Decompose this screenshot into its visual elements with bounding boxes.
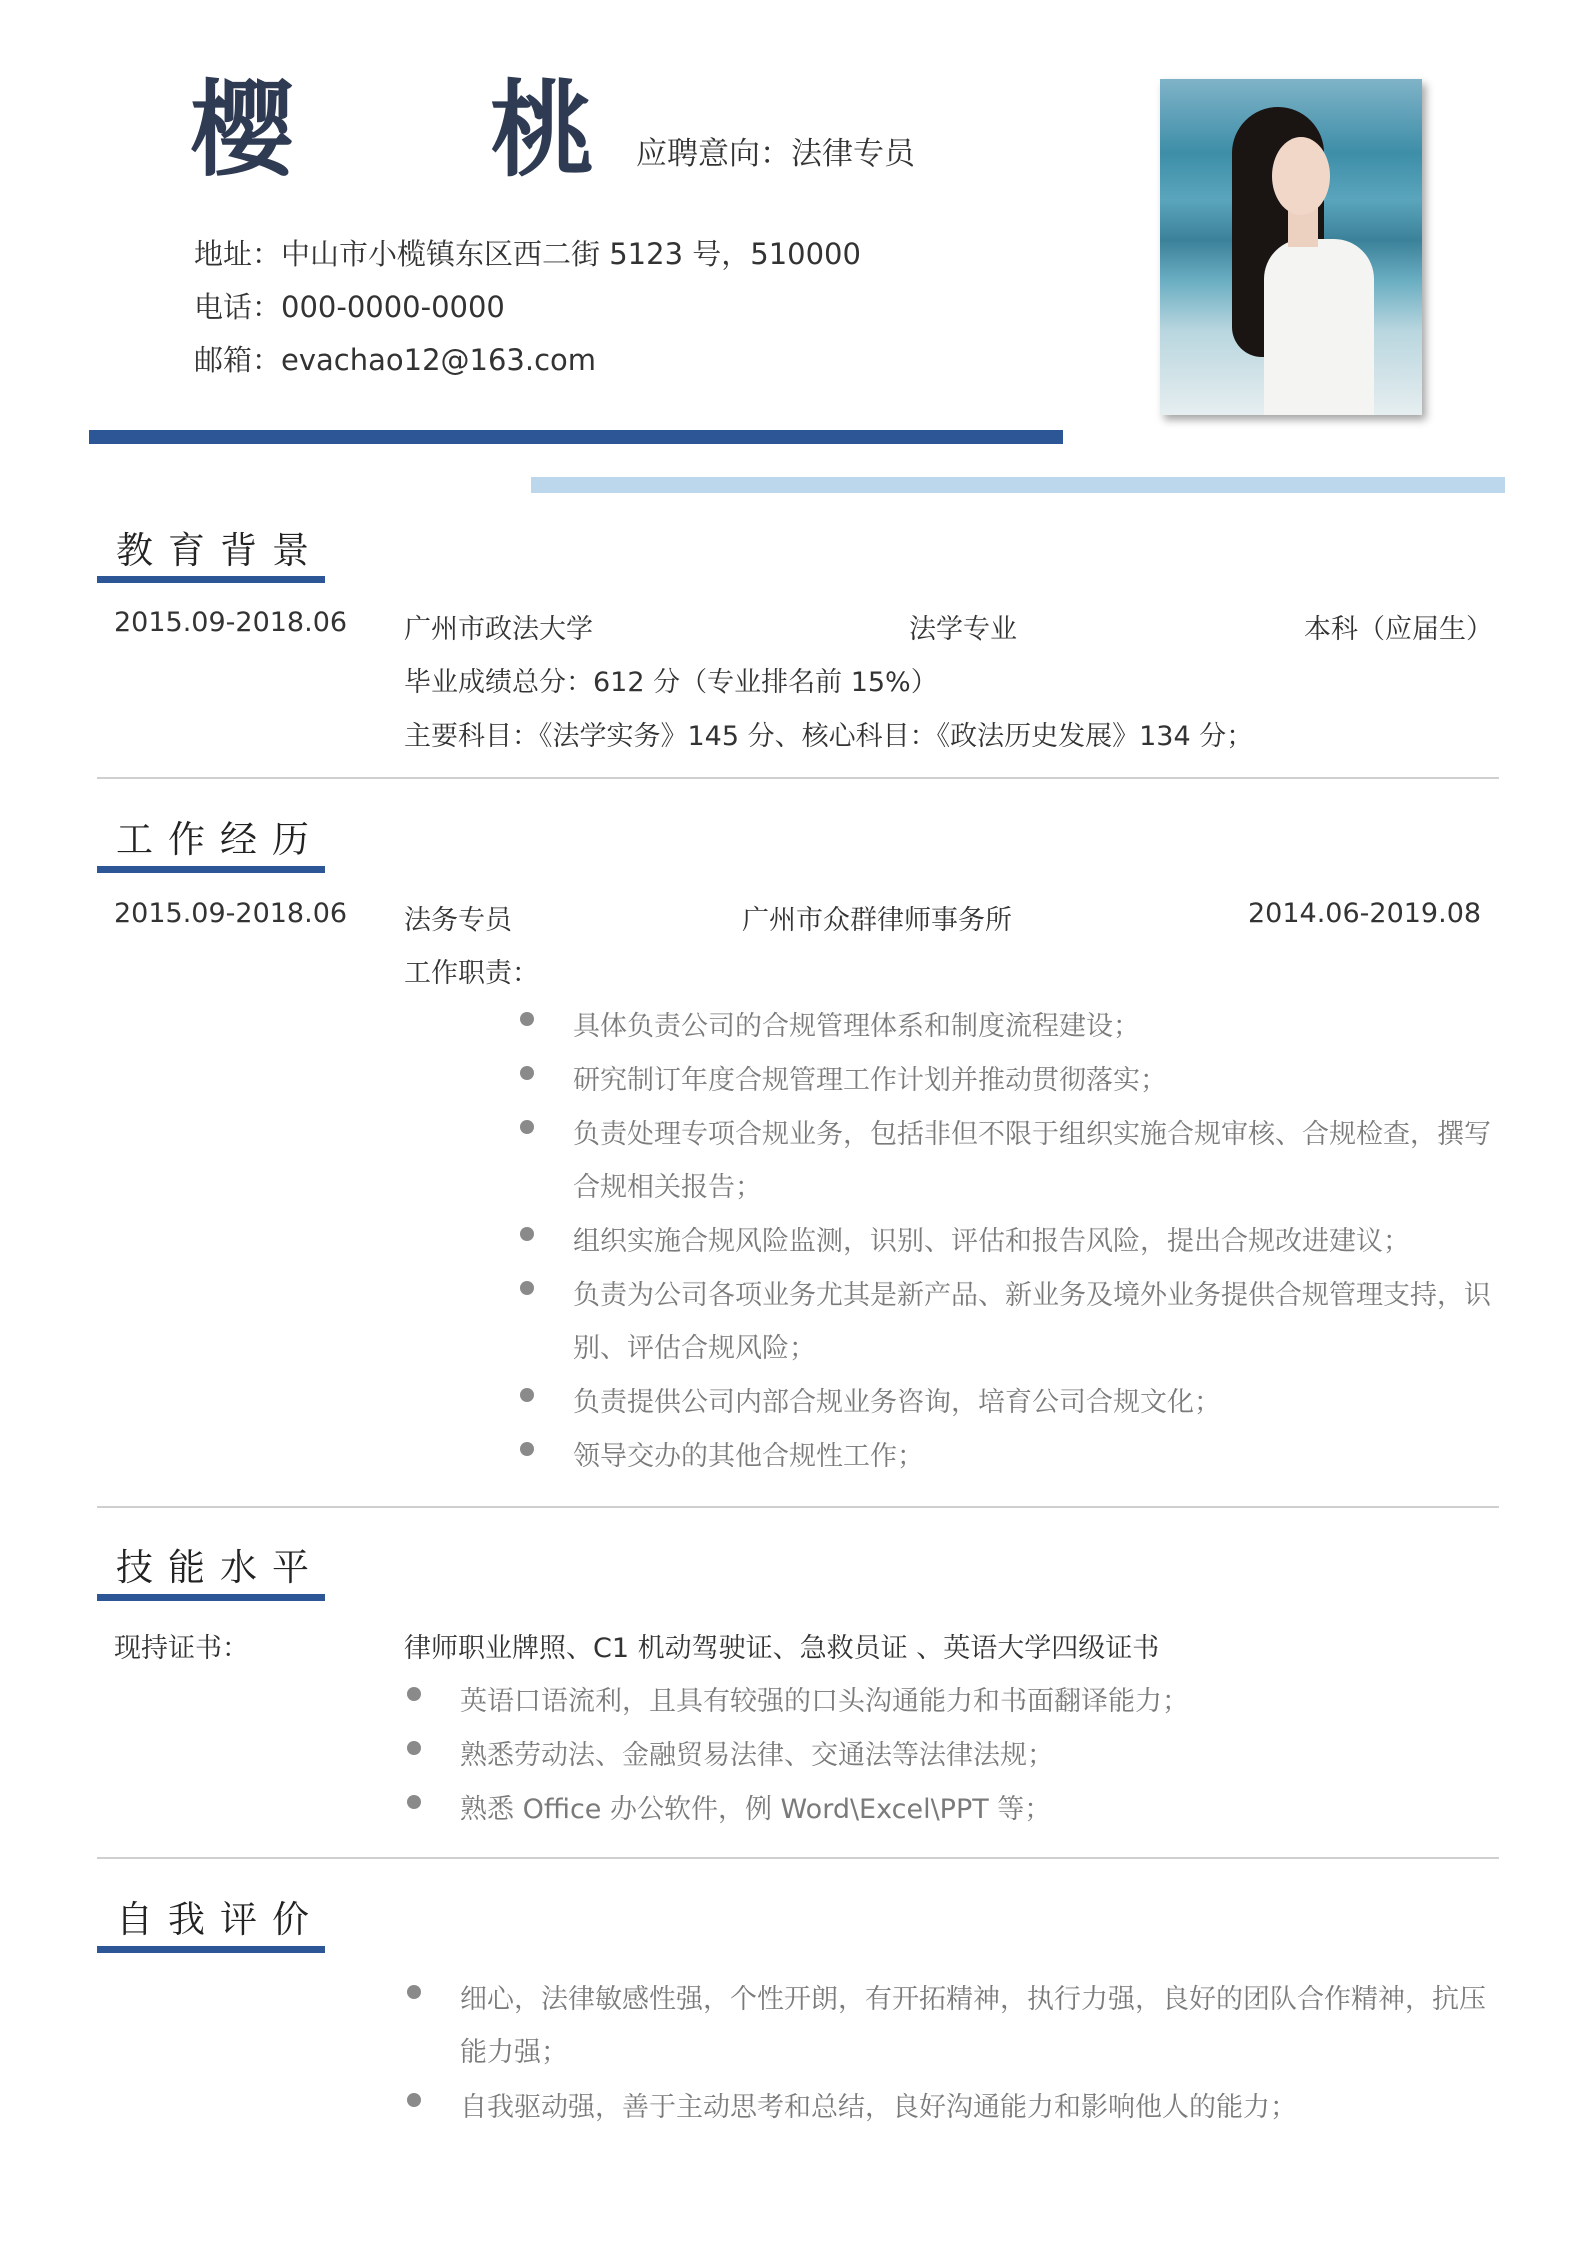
- work-duty: 负责提供公司内部合规业务咨询，培育公司合规文化；: [573, 1387, 1221, 1418]
- bullet-dot: [520, 1442, 534, 1456]
- bullet-dot: [407, 2093, 421, 2107]
- education-title: 教育背景: [116, 529, 324, 572]
- work-title: 工作经历: [116, 818, 324, 861]
- self-eval-item-cont: 能力强；: [460, 2037, 568, 2068]
- job-intent: 应聘意向：法律专员: [636, 136, 915, 172]
- skills-underline: [97, 1594, 325, 1601]
- profile-photo: [1160, 79, 1422, 415]
- bullet-dot: [407, 1795, 421, 1809]
- bullet-dot: [407, 1985, 421, 1999]
- phone-line: 电话：000-0000-0000: [194, 290, 505, 324]
- bullet-dot: [520, 1066, 534, 1080]
- bullet-dot: [520, 1012, 534, 1026]
- header-accent-bar-light: [531, 477, 1505, 493]
- address-line: 地址：中山市小榄镇东区西二街 5123 号，510000: [194, 237, 861, 271]
- education-underline: [97, 576, 325, 583]
- self-eval-item: 自我驱动强，善于主动思考和总结，良好沟通能力和影响他人的能力；: [460, 2092, 1297, 2123]
- work-date: 2015.09-2018.06: [114, 898, 348, 929]
- skill-item: 英语口语流利，且具有较强的口头沟通能力和书面翻译能力；: [460, 1686, 1189, 1717]
- bullet-dot: [407, 1687, 421, 1701]
- work-duty-cont: 合规相关报告；: [573, 1172, 762, 1203]
- work-company: 广州市众群律师事务所: [742, 905, 1012, 936]
- bullet-dot: [407, 1741, 421, 1755]
- education-subjects: 主要科目：《法学实务》145 分、核心科目：《政法历史发展》134 分；: [404, 721, 1254, 752]
- work-duty: 负责处理专项合规业务，包括非但不限于组织实施合规审核、合规检查，撰写: [573, 1119, 1491, 1150]
- self-eval-title: 自我评价: [116, 1898, 324, 1941]
- work-duty-cont: 别、评估合规风险；: [573, 1333, 816, 1364]
- work-duty: 负责为公司各项业务尤其是新产品、新业务及境外业务提供合规管理支持，识: [573, 1280, 1491, 1311]
- work-period: 2014.06-2019.08: [1248, 898, 1482, 929]
- work-duty: 组织实施合规风险监测，识别、评估和报告风险，提出合规改进建议；: [573, 1226, 1410, 1257]
- work-underline: [97, 866, 325, 873]
- candidate-name: 樱 桃: [190, 68, 675, 191]
- email-line: 邮箱：evachao12@163.com: [194, 343, 597, 377]
- header-accent-bar: [89, 430, 1063, 444]
- photo-clothing: [1264, 239, 1374, 415]
- self-eval-underline: [97, 1946, 325, 1953]
- work-duty: 具体负责公司的合规管理体系和制度流程建设；: [573, 1011, 1140, 1042]
- skill-item: 熟悉劳动法、金融贸易法律、交通法等法律法规；: [460, 1740, 1054, 1771]
- education-major: 法学专业: [909, 614, 1017, 645]
- section-divider: [97, 1506, 1499, 1508]
- self-eval-item: 细心，法律敏感性强，个性开朗，有开拓精神，执行力强，良好的团队合作精神，抗压: [460, 1984, 1486, 2015]
- bullet-dot: [520, 1227, 534, 1241]
- photo-face: [1272, 137, 1330, 215]
- education-date: 2015.09-2018.06: [114, 607, 348, 638]
- section-divider: [97, 777, 1499, 779]
- work-position: 法务专员: [404, 905, 512, 936]
- education-score: 毕业成绩总分：612 分（专业排名前 15%）: [404, 667, 938, 698]
- education-school: 广州市政法大学: [404, 614, 593, 645]
- education-degree: 本科（应届生）: [1304, 614, 1493, 645]
- work-duty: 领导交办的其他合规性工作；: [573, 1441, 924, 1472]
- work-duty: 研究制订年度合规管理工作计划并推动贯彻落实；: [573, 1065, 1167, 1096]
- bullet-dot: [520, 1120, 534, 1134]
- section-divider: [97, 1857, 1499, 1859]
- skill-item: 熟悉 Office 办公软件，例 Word\Excel\PPT 等；: [460, 1794, 1052, 1825]
- cert-label: 现持证书：: [114, 1633, 249, 1664]
- cert-list: 律师职业牌照、C1 机动驾驶证、急救员证 、英语大学四级证书: [404, 1633, 1160, 1664]
- skills-title: 技能水平: [116, 1546, 324, 1589]
- work-duties-label: 工作职责：: [404, 958, 539, 989]
- bullet-dot: [520, 1388, 534, 1402]
- bullet-dot: [520, 1281, 534, 1295]
